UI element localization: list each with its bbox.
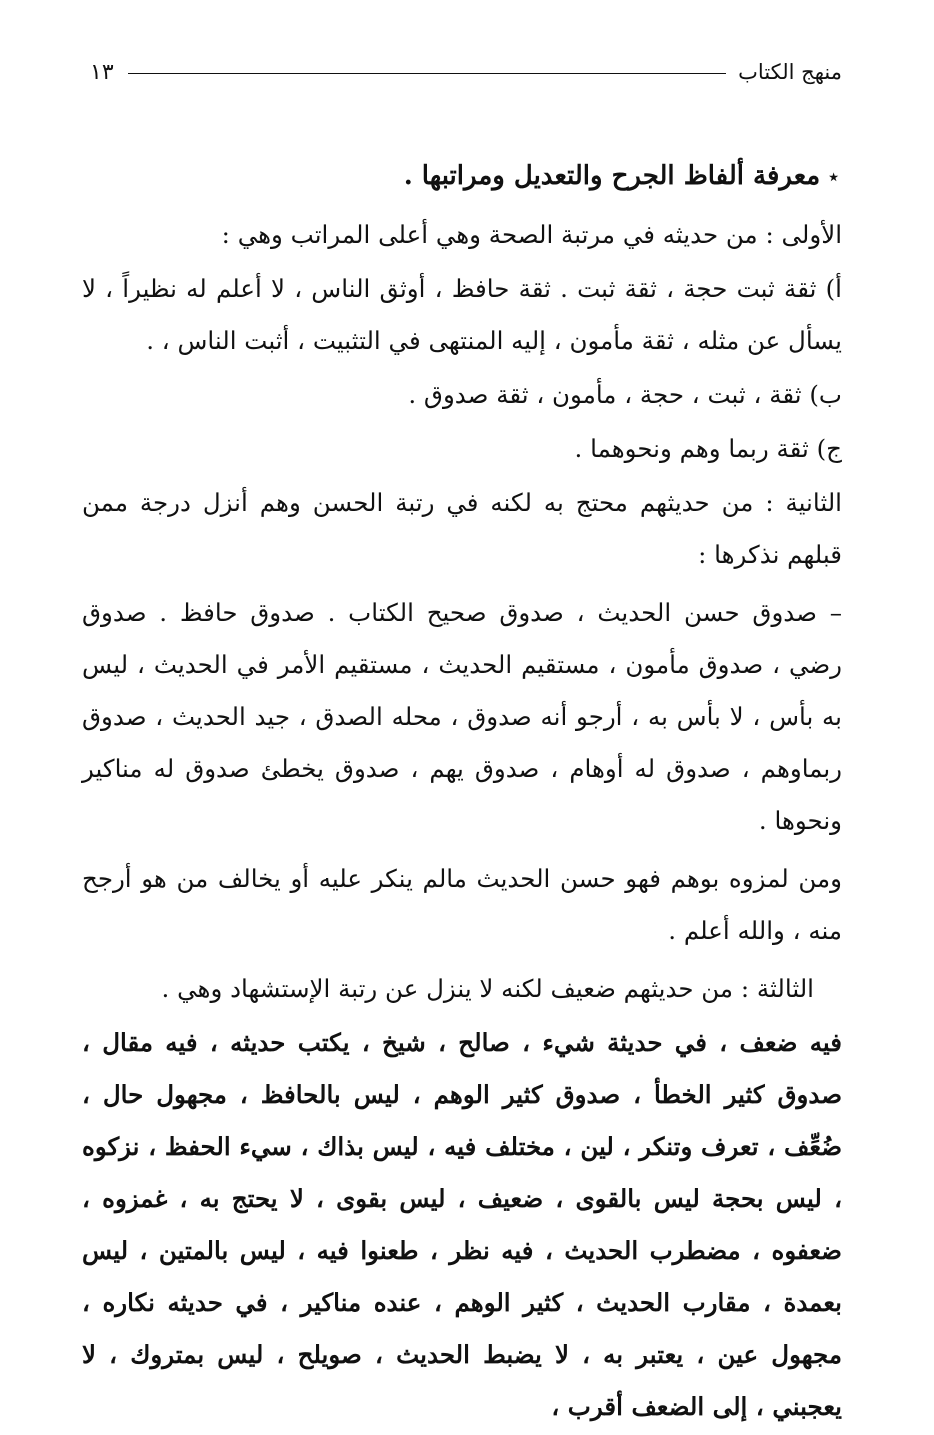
paragraph-second-rank-terms: – صدوق حسن الحديث ، صدوق صحيح الكتاب . صدوق حافظ . صدوق رضي ، صدوق مأمون ، مستقيم الحديث ، مستقيم الأمر في الحديث ، ليس به بأس ، لا بأس به ، أرجو أنه صدوق ، محله الصدق ، جيد الحديث ، صدوق ربماوهم ، صدوق له أوهام ، صدوق يهم ، صدوق يخطئ صدوق له مناكير ونحوها . xyxy=(82,598,842,835)
paragraph-note: ومن لمزوه بوهم فهو حسن الحديث مالم ينكر عليه أو يخالف من هو أرجح منه ، والله أعلم . xyxy=(82,864,842,945)
running-title: منهج الكتاب xyxy=(738,60,842,84)
header-rule xyxy=(128,73,727,74)
paragraph-third-rank: الثالثة : من حديثهم ضعيف لكنه لا ينزل عن رتبة الإستشهاد وهي . xyxy=(161,974,814,1003)
section-heading xyxy=(82,150,842,203)
paragraph-first-rank: الأولى : من حديثه في مرتبة الصحة وهي أعلى المراتب وهي : xyxy=(221,220,842,249)
page-header xyxy=(90,52,842,92)
star-marker: ٭ xyxy=(829,167,838,186)
page-number: ١٣ xyxy=(90,59,114,85)
paragraph-third-rank-terms: فيه ضعف ، في حديثة شيء ، صالح ، شيخ ، يكتب حديثه ، فيه مقال ، صدوق كثير الخطأ ، صدوق كثير الوهم ، ليس بالحافظ ، مجهول حال ، ضُعِّف ، تعرف وتنكر ، لين ، مختلف فيه ، ليس بذاك ، سيء الحفظ ، نزكوه ، ليس بحجة ليس بالقوى ، ضعيف ، ليس بقوى ، لا يحتج به ، غمزوه ، ضعفوه ، مضطرب الحديث ، فيه نظر ، طعنوا فيه ، ليس بالمتين ، ليس بعمدة ، مقارب الحديث ، كثير الوهم ، عنده مناكير ، في حديثه نكاره ، مجهول عين ، يعتبر به ، لا يضبط الحديث ، صويلح ، ليس بمتروك ، لا يعجبني ، إلى الضعف أقرب ، xyxy=(82,1028,842,1421)
paragraph-rank-b: ب) ثقة ، ثبت ، حجة ، مأمون ، ثقة صدوق . xyxy=(408,380,842,409)
paragraph-rank-c: ج) ثقة ربما وهم ونحوهما . xyxy=(574,434,842,463)
page-body xyxy=(82,150,842,1435)
paragraph-second-rank: الثانية : من حديثهم محتج به لكنه في رتبة الحسن وهم أنزل درجة ممن قبلهم نذكرها : xyxy=(82,488,842,569)
paragraph-rank-a: أ) ثقة ثبت حجة ، ثقة ثبت . ثقة حافظ ، أوثق الناس ، لا أعلم له نظيراً ، لا يسأل عن مثله ، ثقة مأمون ، إليه المنتهى في التثبيت ، أثبت الناس ، . xyxy=(82,274,842,355)
section-heading-text: معرفة ألفاظ الجرح والتعديل ومراتبها . xyxy=(403,161,821,191)
